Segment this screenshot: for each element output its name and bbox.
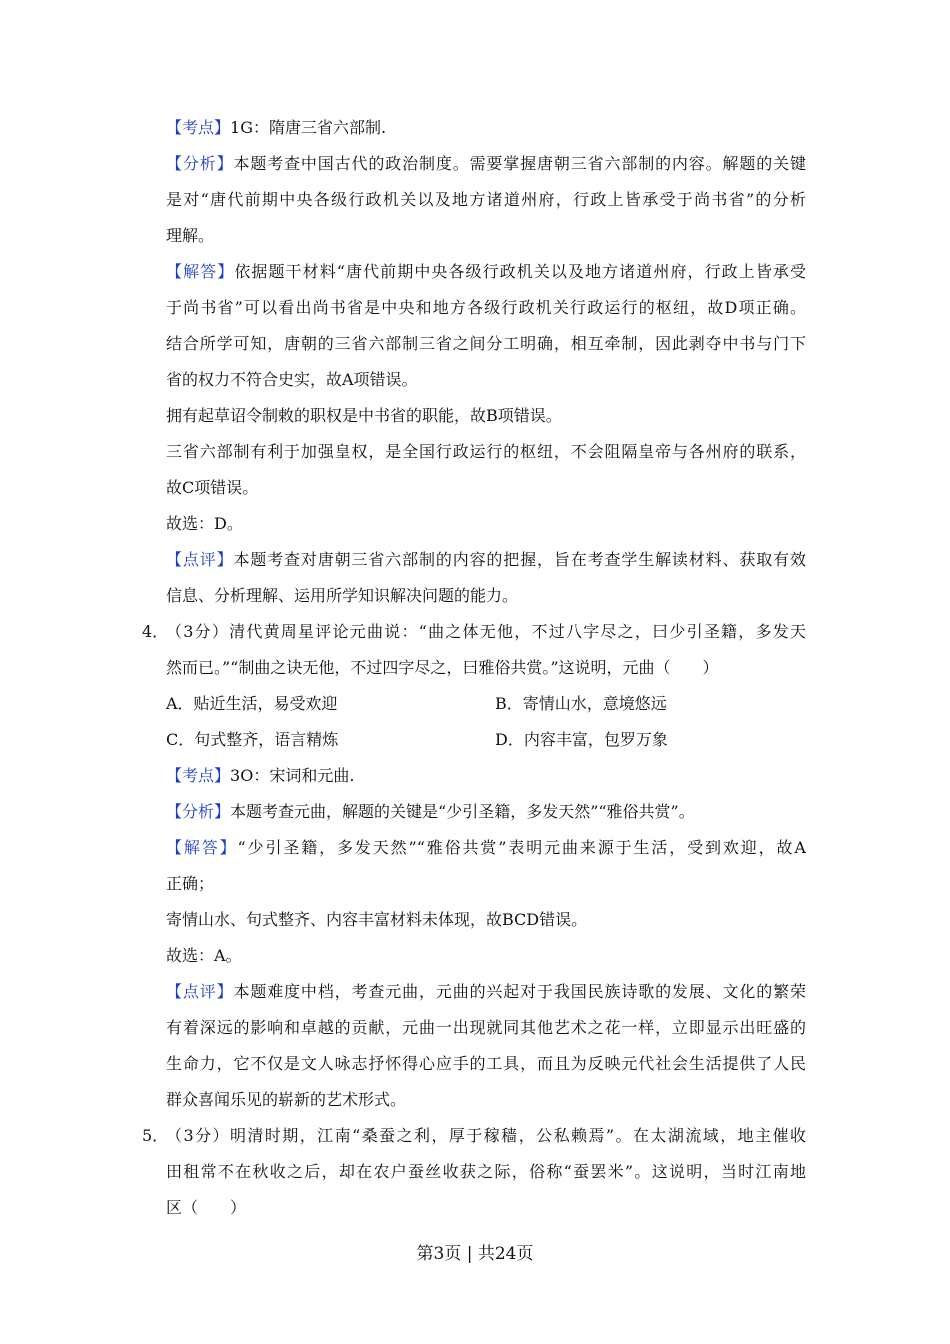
- question-stem: （3分）明清时期，江南“桑蚕之利，厚于稼穑，公私赖焉”。在太湖流域，地主催收: [166, 1126, 806, 1145]
- jieda-tag: 【解答】: [166, 838, 238, 857]
- dianping-text: 生命力，它不仅是文人咏志抒怀得心应手的工具，而且为反映元代社会生活提供了人民: [166, 1054, 806, 1073]
- jieda-text: 拥有起草诏令制敕的职权是中书省的职能，故B项错误。: [166, 406, 562, 425]
- jieda-line: [166, 260, 806, 284]
- jieda-tag: 【解答】: [166, 262, 235, 281]
- answer-line: 故选：D。: [166, 514, 243, 533]
- jieda-text: 于尚书省”可以看出尚书省是中央和地方各级行政机关行政运行的枢纽，故D项正确。: [166, 298, 806, 317]
- jieda-text: 故C项错误。: [166, 478, 259, 497]
- kaodian-tag: 【考点】: [166, 118, 231, 137]
- jieda-text: 省的权力不符合史实，故A项错误。: [166, 370, 418, 389]
- fenxi-text: 是对“唐代前期中央各级行政机关以及地方诸道州府，行政上皆承受于尚书省”的分析: [166, 190, 806, 209]
- jieda-text: 依据题干材料“唐代前期中央各级行政机关以及地方诸道州府，行政上皆承受: [234, 262, 806, 281]
- fenxi-line: [166, 800, 806, 824]
- kaodian-text: 1G：隋唐三省六部制.: [230, 118, 387, 137]
- option-c: C．句式整齐，语言精炼: [166, 730, 339, 749]
- question-stem: 区（ ）: [166, 1198, 247, 1217]
- question-stem: 田租常不在秋收之后，却在农户蚕丝收获之际，俗称“蚕罢米”。这说明，当时江南地: [166, 1162, 806, 1181]
- fenxi-text: 本题考查中国古代的政治制度。需要掌握唐朝三省六部制的内容。解题的关键: [233, 154, 806, 173]
- question-stem: 然而已。”“制曲之诀无他，不过四字尽之，曰雅俗共赏。”这说明，元曲（ ）: [166, 658, 719, 677]
- dianping-text: 本题考查对唐朝三省六部制的内容的把握，旨在考查学生解读材料、获取有效: [233, 550, 806, 569]
- dianping-text: 本题难度中档，考查元曲，元曲的兴起对于我国民族诗歌的发展、文化的繁荣: [233, 982, 806, 1001]
- dianping-line: [166, 980, 806, 1004]
- question-stem: （3分）清代黄周星评论元曲说：“曲之体无他，不过八字尽之，曰少引圣籍，多发天: [166, 622, 806, 641]
- fenxi-line: [166, 152, 806, 176]
- answer-line: 故选：A。: [166, 946, 242, 965]
- jieda-text: 正确；: [166, 874, 215, 893]
- dianping-line: [166, 548, 806, 572]
- jieda-text: 寄情山水、句式整齐、内容丰富材料未体现，故BCD错误。: [166, 910, 588, 929]
- jieda-line: [166, 836, 806, 860]
- dianping-text: 群众喜闻乐见的崭新的艺术形式。: [166, 1090, 407, 1109]
- dianping-tag: 【点评】: [166, 982, 234, 1001]
- jieda-text: 三省六部制有利于加强皇权，是全国行政运行的枢纽，不会阻隔皇帝与各州府的联系，: [166, 442, 806, 461]
- option-b: B．寄情山水，意境悠远: [495, 694, 667, 713]
- kaodian-text: 3O：宋词和元曲.: [230, 766, 355, 785]
- kaodian-line: [166, 116, 806, 140]
- question-number: 5．: [142, 1126, 169, 1145]
- jieda-text: 结合所学可知，唐朝的三省六部制三省之间分工明确，相互牵制，因此剥夺中书与门下: [166, 334, 806, 353]
- kaodian-tag: 【考点】: [166, 766, 231, 785]
- option-a: A．贴近生活，易受欢迎: [166, 694, 338, 713]
- question-number: 4．: [142, 622, 169, 641]
- fenxi-tag: 【分析】: [166, 154, 234, 173]
- fenxi-text: 理解。: [166, 226, 215, 245]
- option-d: D．内容丰富，包罗万象: [495, 730, 668, 749]
- fenxi-text: 本题考查元曲，解题的关键是“少引圣籍，多发天然”“雅俗共赏”。: [230, 802, 695, 821]
- page-footer: 第3页 | 共24页: [416, 1244, 534, 1264]
- kaodian-line: [166, 764, 806, 788]
- fenxi-tag: 【分析】: [166, 802, 231, 821]
- dianping-text: 有着深远的影响和卓越的贡献，元曲一出现就同其他艺术之花一样，立即显示出旺盛的: [166, 1018, 806, 1037]
- dianping-text: 信息、分析理解、运用所学知识解决问题的能力。: [166, 586, 519, 605]
- jieda-text: “少引圣籍，多发天然”“雅俗共赏”表明元曲来源于生活，受到欢迎，故A: [237, 838, 806, 857]
- dianping-tag: 【点评】: [166, 550, 234, 569]
